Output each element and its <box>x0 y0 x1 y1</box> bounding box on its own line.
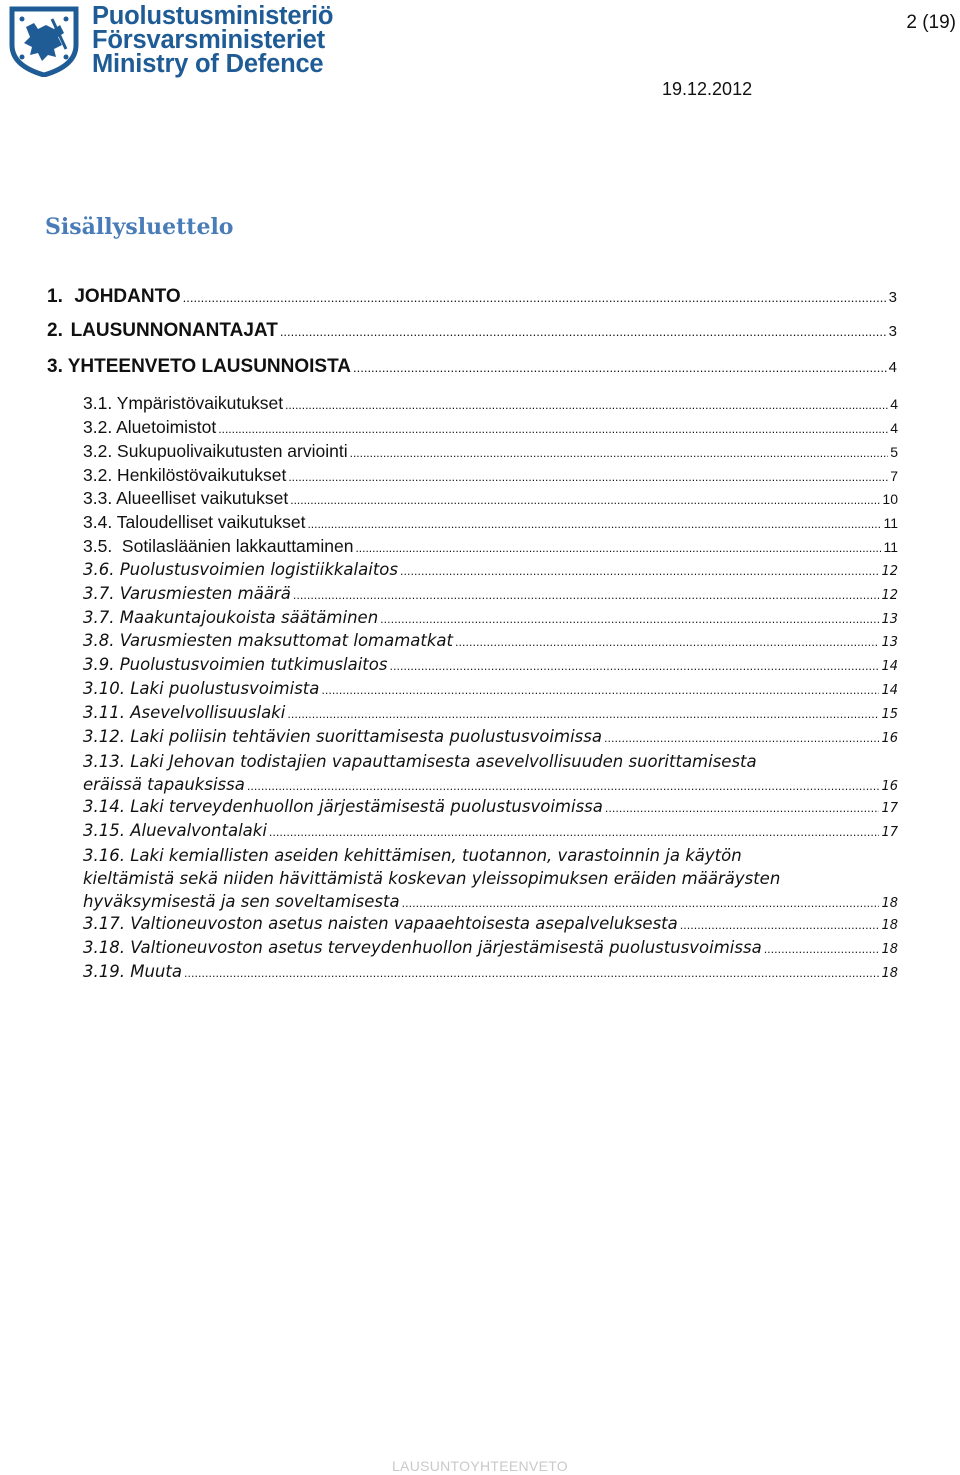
toc-leader-dots <box>402 892 880 915</box>
toc-entry-page: 10 <box>882 491 898 507</box>
toc-entry-label: 3.18. Valtioneuvoston asetus terveydenhuollon järjestämisestä puolustusvoimissa <box>83 938 762 957</box>
toc-entry-label: 3.17. Valtioneuvoston asetus naisten vapaaehtoisesta asepalveluksesta <box>83 914 678 933</box>
toc-entry-3-2b[interactable] <box>83 441 898 463</box>
toc-entry-3-14[interactable] <box>83 797 898 819</box>
toc-entry-page: 18 <box>881 942 898 957</box>
toc-entry-3-7b[interactable] <box>83 608 898 630</box>
toc-entry-page: 17 <box>881 801 898 816</box>
toc-entry-page: 13 <box>881 635 898 650</box>
toc-leader-dots <box>353 360 887 375</box>
toc-entry-label: 3.10. Laki puolustusvoimista <box>83 679 320 698</box>
toc-entry-3-16[interactable] <box>83 844 898 912</box>
toc-leader-dots <box>184 967 879 980</box>
toc-entry-page: 12 <box>881 588 898 603</box>
toc-entry-number: 3. <box>47 356 63 377</box>
toc-entry-3-2a[interactable] <box>83 417 898 439</box>
toc-leader-dots <box>288 470 888 484</box>
toc-entry-label-line: kieltämistä sekä niiden hävittämistä koskevan yleissopimuksen eräiden määräysten <box>83 869 781 888</box>
toc-entry-label: 3.7. Varusmiesten määrä <box>83 584 291 603</box>
toc-leader-dots <box>604 732 879 745</box>
ministry-name-fi: Puolustusministeriö <box>92 2 334 30</box>
toc-entry-number: 1. <box>47 286 63 307</box>
toc-entry-page: 4 <box>888 359 897 376</box>
toc-entry-1[interactable] <box>47 286 897 310</box>
toc-leader-dots <box>307 517 881 531</box>
toc-entry-3-13[interactable] <box>83 750 898 795</box>
toc-entry-3-15[interactable] <box>83 821 898 843</box>
toc-entry-page: 11 <box>883 515 898 531</box>
toc-leader-dots <box>355 541 881 555</box>
toc-entry-3-17[interactable] <box>83 914 898 936</box>
toc-leader-dots <box>605 802 880 815</box>
toc-entry-page: 14 <box>881 683 898 698</box>
toc-entry-page: 7 <box>890 468 898 484</box>
toc-entry-label-line: 3.16. Laki kemiallisten aseiden kehittämisen, tuotannon, varastoinnin ja käytön <box>83 846 742 865</box>
toc-entry-3-11[interactable] <box>83 703 898 725</box>
toc-entry-3-9[interactable] <box>83 655 898 677</box>
toc-entry-2[interactable] <box>47 320 897 344</box>
toc-leader-dots <box>218 422 888 436</box>
toc-entry-3-7a[interactable] <box>83 584 898 606</box>
toc-entry-3-3[interactable] <box>83 488 898 510</box>
toc-entry-page: 18 <box>881 896 898 911</box>
ministry-logo <box>8 5 80 77</box>
toc-entry-label: 3.3. Alueelliset vaikutukset <box>83 488 289 508</box>
toc-entry-label: 3.5. Sotilasläänien lakkauttaminen <box>83 536 354 556</box>
toc-leader-dots <box>293 589 880 602</box>
toc-entry-3-10[interactable] <box>83 679 898 701</box>
toc-entry-label: 3.6. Puolustusvoimien logistiikkalaitos <box>83 560 398 579</box>
toc-entry-page: 18 <box>881 918 898 933</box>
toc-entry-3-6[interactable] <box>83 560 898 582</box>
document-date: 19.12.2012 <box>662 79 753 99</box>
ministry-name <box>92 4 333 76</box>
toc-entry-label: 3.9. Puolustusvoimien tutkimuslaitos <box>83 655 388 674</box>
toc-entry-label: 3.2. Aluetoimistot <box>83 417 217 437</box>
toc-entry-label: LAUSUNNONANTAJAT <box>70 320 278 341</box>
toc-leader-dots <box>183 290 887 305</box>
toc-entry-3-12[interactable] <box>83 727 898 749</box>
toc-leader-dots <box>285 398 888 412</box>
toc-leader-dots <box>380 613 879 626</box>
toc-entry-label: 3.2. Henkilöstövaikutukset <box>83 465 287 485</box>
toc-leader-dots <box>321 684 879 697</box>
toc-entry-3[interactable] <box>47 356 897 380</box>
toc-entry-3-5[interactable] <box>83 536 898 558</box>
toc-entry-label: 3.2. Sukupuolivaikutusten arviointi <box>83 441 348 461</box>
toc-entry-label: 3.1. Ympäristövaikutukset <box>83 393 284 413</box>
toc-leader-dots <box>350 446 889 460</box>
toc-leader-dots <box>455 636 879 649</box>
toc-leader-dots <box>389 660 879 673</box>
toc-entry-3-8[interactable] <box>83 631 898 653</box>
toc-leader-dots <box>680 919 880 932</box>
ministry-name-sv: Försvarsministeriet <box>92 26 325 54</box>
toc-leader-dots <box>280 324 887 339</box>
toc-entry-page: 16 <box>881 779 898 794</box>
toc-entry-label-line: hyväksymisestä ja sen soveltamisesta <box>83 892 400 911</box>
toc-entry-3-2c[interactable] <box>83 465 898 487</box>
toc-entry-page: 3 <box>888 323 897 340</box>
ministry-name-en: Ministry of Defence <box>92 50 324 78</box>
toc-entry-3-4[interactable] <box>83 512 898 534</box>
toc-entry-label: 3.12. Laki poliisin tehtävien suorittamisesta puolustusvoimissa <box>83 727 602 746</box>
toc-entry-page: 13 <box>881 612 898 627</box>
toc-entry-label: 3.19. Muuta <box>83 962 182 981</box>
toc-entry-page: 4 <box>890 420 898 436</box>
toc-entry-label: 3.8. Varusmiesten maksuttomat lomamatkat <box>83 631 454 650</box>
toc-entry-last-line <box>83 890 898 912</box>
toc-leader-dots <box>287 708 879 721</box>
toc-entry-3-18[interactable] <box>83 938 898 960</box>
toc-entry-page: 16 <box>881 731 898 746</box>
toc-entry-label: 3.4. Taloudelliset vaikutukset <box>83 512 306 532</box>
toc-leader-dots <box>400 565 879 578</box>
toc-title: Sisällysluettelo <box>45 214 234 240</box>
toc-entry-3-19[interactable] <box>83 962 898 984</box>
toc-entry-page: 15 <box>881 707 898 722</box>
toc-entry-page: 18 <box>881 966 898 981</box>
toc-entry-page: 11 <box>883 539 898 555</box>
toc-entry-label-line: 3.13. Laki Jehovan todistajien vapauttamisesta asevelvollisuuden suorittamisesta <box>83 752 757 771</box>
toc-entry-page: 14 <box>881 659 898 674</box>
toc-leader-dots <box>290 493 880 507</box>
toc-entry-label: 3.7. Maakuntajoukoista säätäminen <box>83 608 379 627</box>
toc-leader-dots <box>269 826 880 839</box>
toc-entry-3-1[interactable] <box>83 393 898 415</box>
toc-entry-page: 3 <box>888 289 897 306</box>
toc-entry-number: 2. <box>47 320 63 341</box>
toc-entry-label: YHTEENVETO LAUSUNNOISTA <box>67 356 351 377</box>
toc-entry-label: 3.14. Laki terveydenhuollon järjestämisestä puolustusvoimissa <box>83 797 603 816</box>
toc-entry-page: 5 <box>890 444 898 460</box>
toc-entry-label: 3.11. Asevelvollisuuslaki <box>83 703 286 722</box>
toc-entry-label-line: eräissä tapauksissa <box>83 775 245 794</box>
toc-entry-label: 3.15. Aluevalvontalaki <box>83 821 267 840</box>
page-number: 2 (19) <box>906 12 956 33</box>
toc-leader-dots <box>247 775 880 798</box>
toc-entry-page: 12 <box>881 564 898 579</box>
toc-entry-label: JOHDANTO <box>74 286 181 307</box>
page-footer: LAUSUNTOYHTEENVETO <box>391 1458 569 1474</box>
toc-entry-last-line <box>83 773 898 795</box>
toc-leader-dots <box>764 943 880 956</box>
toc-entry-page: 4 <box>890 396 898 412</box>
toc-entry-page: 17 <box>881 825 898 840</box>
finnish-lion-coat-of-arms-icon <box>8 5 80 77</box>
